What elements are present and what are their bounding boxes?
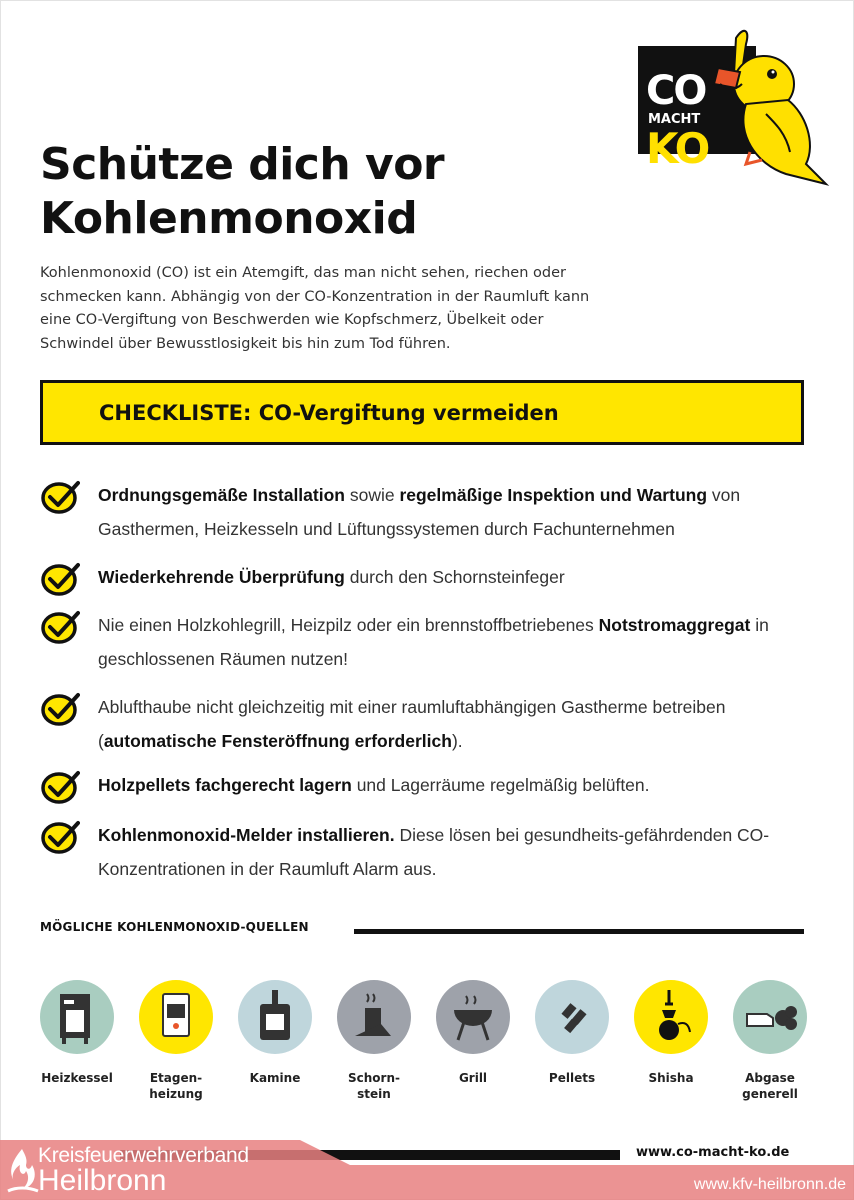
source-item — [135, 980, 217, 1102]
page-title: Schütze dich vor Kohlenmonoxid — [40, 139, 445, 244]
source-item — [432, 980, 514, 1086]
sources-divider — [354, 929, 804, 934]
chimney-icon — [337, 980, 411, 1054]
checklist-text-run: Diese lösen bei gesundheits-gefährdenden CO-Konzentrationen in der Raumluft Alarm aus. — [98, 825, 770, 879]
check-circle-icon — [40, 692, 80, 726]
sources-row — [36, 980, 816, 1110]
checklist-item-text — [98, 690, 818, 758]
source-item — [333, 980, 415, 1102]
checklist-banner — [40, 380, 804, 445]
source-label: Heizkessel — [41, 1071, 113, 1085]
checklist-text-run: von Gasthermen, Heizkesseln und Lüftungssystemen durch Fachunternehmen — [98, 485, 741, 539]
stove-icon — [238, 980, 312, 1054]
source-label: Etagen- heizung — [149, 1071, 203, 1101]
checklist-item-text — [98, 608, 818, 676]
source-item — [531, 980, 613, 1086]
check-circle-icon — [40, 610, 80, 644]
source-label: Schorn- stein — [348, 1071, 400, 1101]
logo-co-text: CO — [646, 68, 706, 114]
source-item — [630, 980, 712, 1086]
source-label: Shisha — [648, 1071, 694, 1085]
source-circle — [733, 980, 807, 1054]
checklist-emphasis: regelmäßige Inspektion und Wartung — [399, 485, 708, 505]
canary-icon — [706, 24, 836, 189]
checklist-emphasis: Holzpellets fachgerecht lagern — [98, 775, 352, 795]
checklist-emphasis: Kohlenmonoxid-Melder installieren. — [98, 825, 395, 845]
flame-icon — [4, 1147, 40, 1195]
checklist-text-run: in geschlossenen Räumen nutzen! — [98, 615, 769, 669]
shisha-icon — [634, 980, 708, 1054]
grill-icon — [436, 980, 510, 1054]
gas-heater-icon — [139, 980, 213, 1054]
source-circle — [535, 980, 609, 1054]
co-macht-ko-logo — [636, 24, 836, 189]
check-circle-icon — [40, 820, 80, 854]
checklist-item-text — [98, 818, 818, 886]
source-circle — [40, 980, 114, 1054]
checklist-emphasis: Ordnungsgemäße Installation — [98, 485, 345, 505]
checklist-text-run: Nie einen Holzkohlegrill, Heizpilz oder ein brennstoffbetriebenes — [98, 615, 599, 635]
source-label: Pellets — [548, 1071, 596, 1085]
logo-ko-text: KO — [646, 124, 709, 173]
checklist-text-run: sowie — [344, 485, 400, 505]
exhaust-icon — [733, 980, 807, 1054]
checklist-item-text — [98, 560, 818, 594]
watermark-line2: Heilbronn — [38, 1164, 167, 1197]
checklist-text-run: Ablufthaube nicht gleichzeitig mit einer raumluftabhängigen Gastherme betreiben ( — [98, 697, 726, 751]
logo-macht-text: MACHT — [648, 112, 701, 127]
boiler-icon — [40, 980, 114, 1054]
checklist-item-text — [98, 768, 818, 802]
source-circle — [436, 980, 510, 1054]
checklist-emphasis: Wiederkehrende Überprüfung — [98, 567, 345, 587]
source-item — [729, 980, 811, 1102]
source-label: Kamine — [249, 1071, 301, 1085]
checklist-item-text — [98, 478, 818, 546]
intro-text: Kohlenmonoxid (CO) ist ein Atemgift, das man nicht sehen, riechen oder schmecken kann. Abhängig von der CO-Konzentration in der Raumluft kann eine CO-Vergiftung von Beschwerden wie Kopfschmerz, Übelkeit oder Schwindel über Bewusstlosigkeit bis hin zum Tod führen. — [40, 265, 590, 352]
checklist-text-run: ). — [451, 731, 463, 751]
source-circle — [634, 980, 708, 1054]
checklist-text-run: durch den Schornsteinfeger — [344, 567, 565, 587]
source-label: Abgase generell — [742, 1071, 798, 1101]
watermark-url: www.kfv-heilbronn.de — [693, 1176, 846, 1193]
sources-heading: MÖGLICHE KOHLENMONOXID-QUELLEN — [40, 920, 309, 934]
check-circle-icon — [40, 770, 80, 804]
checklist-heading: CHECKLISTE: CO-Vergiftung vermeiden — [99, 401, 559, 425]
footer-url: www.co-macht-ko.de — [636, 1145, 790, 1160]
source-label: Grill — [458, 1071, 488, 1085]
source-circle — [337, 980, 411, 1054]
source-item — [234, 980, 316, 1086]
source-circle — [238, 980, 312, 1054]
source-circle — [139, 980, 213, 1054]
watermark-line1: Kreisfeuerwehrverband — [38, 1144, 249, 1167]
checklist-emphasis: Notstromaggregat — [598, 615, 751, 635]
checklist-emphasis: automatische Fensteröffnung erforderlich — [103, 731, 452, 751]
pellets-icon — [535, 980, 609, 1054]
source-item — [36, 980, 118, 1086]
check-circle-icon — [40, 562, 80, 596]
check-circle-icon — [40, 480, 80, 514]
checklist-text-run: und Lagerräume regelmäßig belüften. — [351, 775, 650, 795]
